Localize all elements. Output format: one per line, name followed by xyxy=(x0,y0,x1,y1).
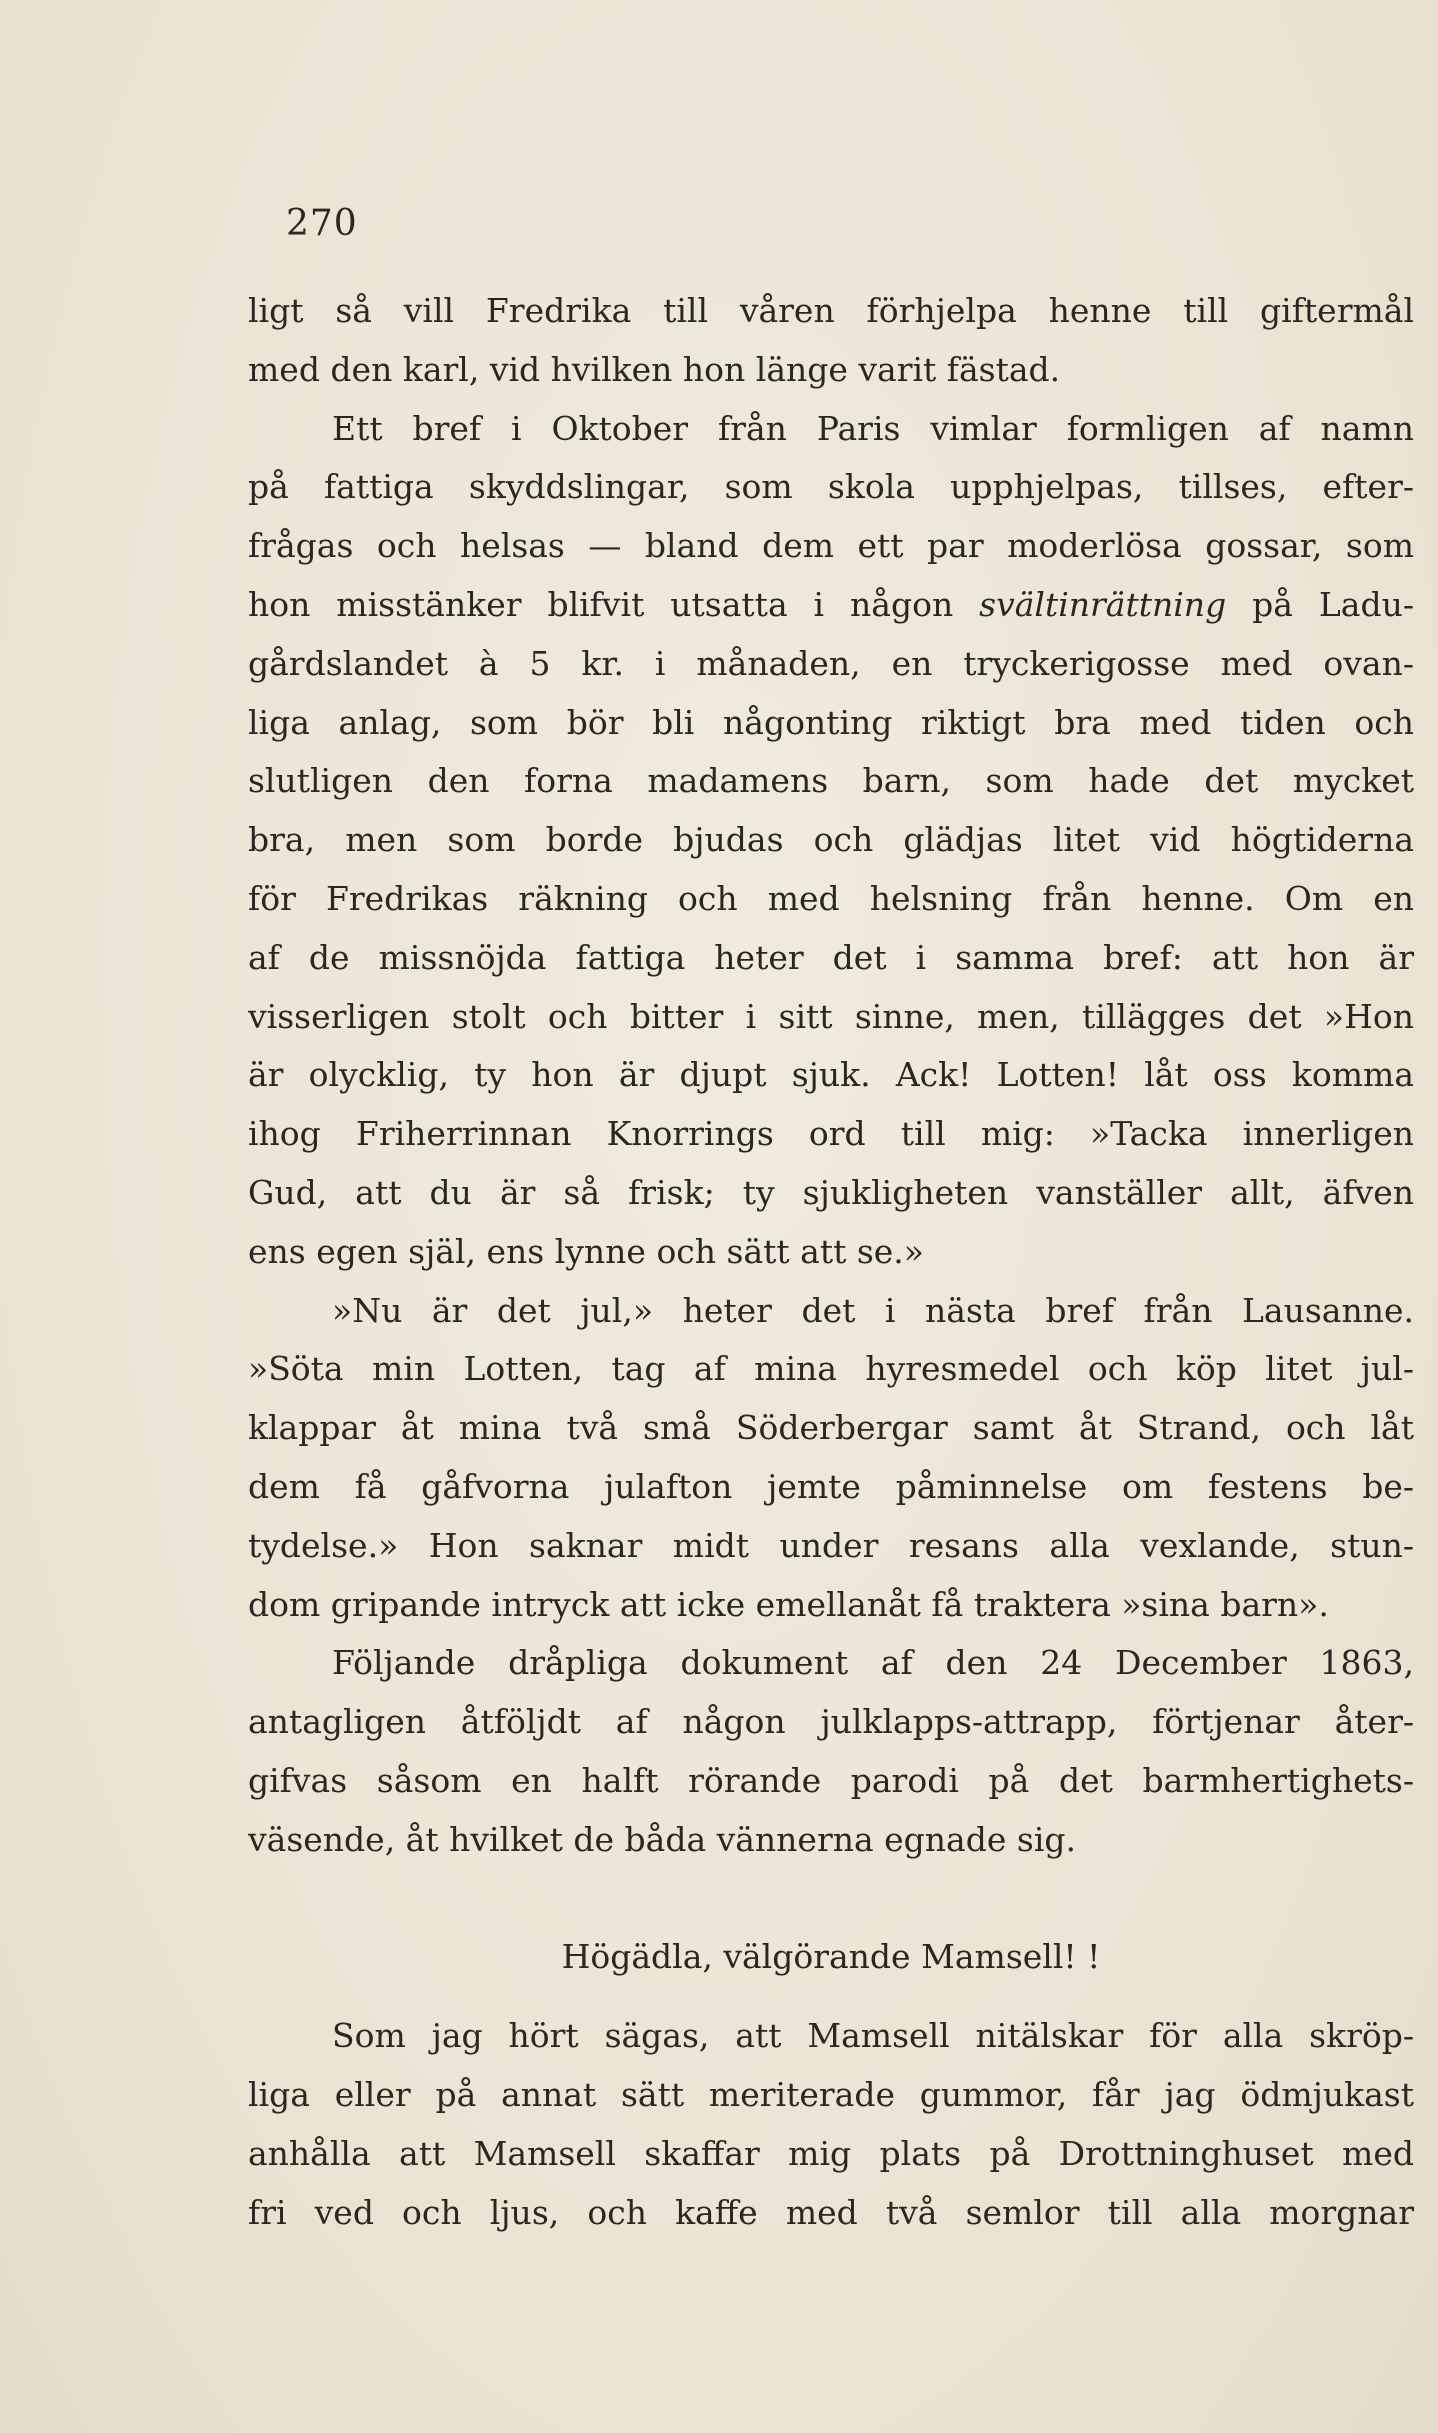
text-line: för Fredrikas räkning och med helsning från henne. Om en xyxy=(248,878,1414,918)
page-number: 270 xyxy=(286,203,358,244)
text-line: fri ved och ljus, och kaffe med två semlor till alla morgnar xyxy=(248,2192,1414,2232)
text-line: »Nu är det jul,» heter det i nästa bref från Lausanne. xyxy=(332,1290,1414,1330)
text-line: frågas och helsas — bland dem ett par moderlösa gossar, som xyxy=(248,526,1414,566)
text-line: anhålla att Mamsell skaffar mig plats på Drottninghuset med xyxy=(248,2133,1414,2173)
text-line: af de missnöjda fattiga heter det i samma bref: att hon är xyxy=(248,937,1414,977)
text-line: liga eller på annat sätt meriterade gummor, får jag ödmjukast xyxy=(248,2074,1414,2114)
spacer xyxy=(248,1987,1414,2007)
paragraph-4 xyxy=(248,1634,1414,1869)
text-line: Som jag hört sägas, att Mamsell nitälskar för alla skröp- xyxy=(332,2016,1414,2056)
letter-salutation: Högädla, välgörande Mamsell! ! xyxy=(561,1937,1101,1977)
text-line: antagligen åtföljdt af någon julklapps-attrapp, förtjenar åter- xyxy=(248,1702,1414,1742)
text-line: ligt så vill Fredrika till våren förhjelpa henne till giftermål xyxy=(248,291,1414,330)
text-line: »Söta min Lotten, tag af mina hyresmedel och köp litet jul- xyxy=(248,1349,1414,1389)
text-segment: på Ladu- xyxy=(1252,584,1414,624)
text-line: väsende, åt hvilket de båda vännerna egnade sig. xyxy=(248,1819,1076,1859)
text-line-with-italic xyxy=(248,576,1414,635)
body-text xyxy=(248,282,1414,2242)
text-line: slutligen den forna madamens barn, som hade det mycket xyxy=(248,761,1414,801)
paragraph-5 xyxy=(248,2007,1414,2242)
text-line: Gud, att du är så frisk; ty sjukligheten vanställer allt, äfven xyxy=(248,1172,1414,1212)
paragraph-1 xyxy=(248,282,1414,400)
text-line: ens egen själ, ens lynne och sätt att se.» xyxy=(248,1231,924,1271)
text-line: liga anlag, som bör bli någonting riktigt bra med tiden och xyxy=(248,702,1414,742)
text-line: dem få gåfvorna julafton jemte påminnelse om festens be- xyxy=(248,1466,1414,1506)
italic-phrase: svältinrättning xyxy=(979,584,1227,624)
text-line: visserligen stolt och bitter i sitt sinne, men, tillägges det »Hon xyxy=(248,996,1414,1036)
text-line: dom gripande intryck att icke emellanåt få traktera »sina barn». xyxy=(248,1584,1329,1624)
text-line: är olycklig, ty hon är djupt sjuk. Ack! Lotten! låt oss komma xyxy=(248,1055,1414,1095)
text-line: med den karl, vid hvilken hon länge varit fästad. xyxy=(248,349,1061,389)
spacer xyxy=(248,1870,1414,1929)
text-line: Följande dråpliga dokument af den 24 December 1863, xyxy=(332,1643,1414,1683)
text-line: tydelse.» Hon saknar midt under resans alla vexlande, stun- xyxy=(248,1525,1414,1565)
text-line: Ett bref i Oktober från Paris vimlar formligen af namn xyxy=(332,408,1414,448)
paragraph-3 xyxy=(248,1282,1414,1635)
text-line: bra, men som borde bjudas och glädjas litet vid högtiderna xyxy=(248,820,1414,860)
text-line: gifvas såsom en halft rörande parodi på det barmhertighets- xyxy=(248,1760,1414,1800)
text-line: ihog Friherrinnan Knorrings ord till mig: »Tacka innerligen xyxy=(248,1114,1414,1154)
text-line: klappar åt mina två små Söderbergar samt åt Strand, och låt xyxy=(248,1408,1414,1448)
text-segment: hon misstänker blifvit utsatta i någon xyxy=(248,584,954,624)
text-line: på fattiga skyddslingar, som skola upphjelpas, tillses, efter- xyxy=(248,467,1414,507)
text-line: gårdslandet à 5 kr. i månaden, en tryckerigosse med ovan- xyxy=(248,643,1414,683)
paragraph-2 xyxy=(248,400,1414,1282)
